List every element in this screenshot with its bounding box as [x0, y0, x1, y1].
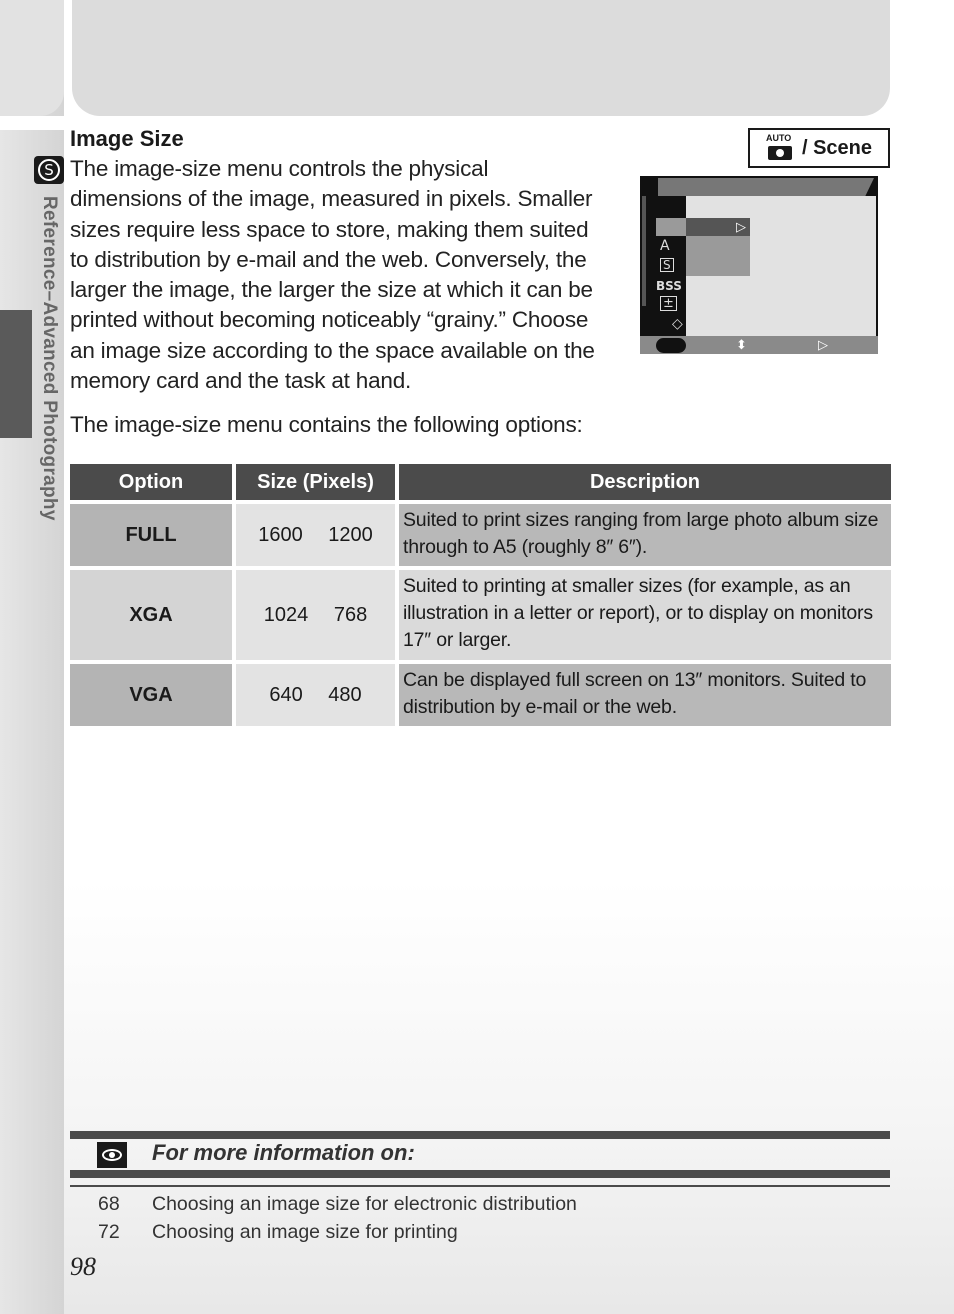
page-background-fade	[64, 880, 954, 1314]
reference-text: Choosing an image size for printing	[152, 1221, 458, 1243]
description-cell: Can be displayed full screen on 13″ monitors. Suited to distribution by e-mail or the web.	[399, 664, 891, 726]
size-cell: 1024 768	[236, 570, 395, 660]
top-banner	[72, 0, 890, 116]
lcd-updown-icon: ⬍	[736, 338, 747, 353]
lcd-bss-icon: BSS	[656, 279, 682, 293]
page-number: 98	[70, 1252, 96, 1281]
info-box-thin-rule	[70, 1185, 890, 1187]
left-margin-top-block	[0, 0, 64, 116]
auto-label: AUTO	[765, 133, 792, 143]
size-cell: 1600 1200	[236, 504, 395, 566]
reference-item	[98, 1193, 577, 1216]
auto-camera-icon	[766, 135, 796, 161]
scene-s-icon: S	[34, 156, 64, 184]
header-description: Description	[399, 464, 891, 500]
reference-page: 72	[98, 1221, 120, 1243]
mode-label: / Scene	[801, 136, 873, 159]
lcd-exposure-icon: ±	[660, 296, 677, 311]
table-row	[70, 664, 891, 726]
side-tab-label: Reference–Advanced Photography	[39, 196, 60, 521]
info-box-top-rule	[70, 1131, 890, 1139]
table-header-row	[70, 464, 891, 500]
reference-page: 68	[98, 1193, 120, 1215]
options-intro-text: The image-size menu contains the following options:	[70, 412, 583, 437]
header-size: Size (Pixels)	[236, 464, 395, 500]
header-option: Option	[70, 464, 232, 500]
lcd-submenu-arrow-icon: ▷	[736, 220, 746, 235]
lcd-scrollbar	[642, 196, 646, 306]
section-heading: Image Size	[70, 126, 184, 151]
info-box-mid-rule	[70, 1170, 890, 1178]
more-info-title: For more information on:	[152, 1140, 415, 1165]
lcd-menu-button	[656, 338, 686, 353]
option-cell: FULL	[70, 504, 232, 566]
image-size-table	[70, 464, 891, 726]
size-cell: 640 480	[236, 664, 395, 726]
description-cell: Suited to printing at smaller sizes (for example, as an illustration in a letter or report), or to display on monitors 17″ or larger.	[399, 570, 891, 660]
table-row	[70, 504, 891, 566]
description-cell: Suited to print sizes ranging from large photo album size through to A5 (roughly 8″ 6″).	[399, 504, 891, 566]
option-cell: XGA	[70, 570, 232, 660]
option-cell: VGA	[70, 664, 232, 726]
mode-badge	[748, 128, 890, 168]
intro-paragraph: The image-size menu controls the physical dimensions of the image, measured in pixels. Smaller sizes require less space to store, making them suited to distribution by e-mail and the web. Conversely, the larger the image, the larger the size at which it can be printed without becoming noticeably “grainy.” Choose an image size according to the space available on the memory card and the task at hand.	[70, 156, 595, 394]
lcd-right-arrow-icon: ▷	[818, 338, 828, 353]
eye-icon	[97, 1142, 127, 1168]
lcd-diamond-icon: ◇	[672, 316, 683, 332]
lcd-title-bar	[658, 178, 874, 196]
table-row	[70, 570, 891, 660]
left-margin-notch	[0, 116, 64, 130]
camera-lcd-menu	[640, 176, 878, 354]
reference-text: Choosing an image size for electronic distribution	[152, 1193, 577, 1215]
section-tab-marker	[0, 310, 32, 438]
lcd-scene-icon: S	[660, 258, 674, 272]
reference-item	[98, 1221, 458, 1244]
lcd-menu-rows	[686, 236, 750, 276]
lcd-left-highlight	[656, 218, 686, 236]
lcd-auto-icon: A	[660, 238, 670, 254]
